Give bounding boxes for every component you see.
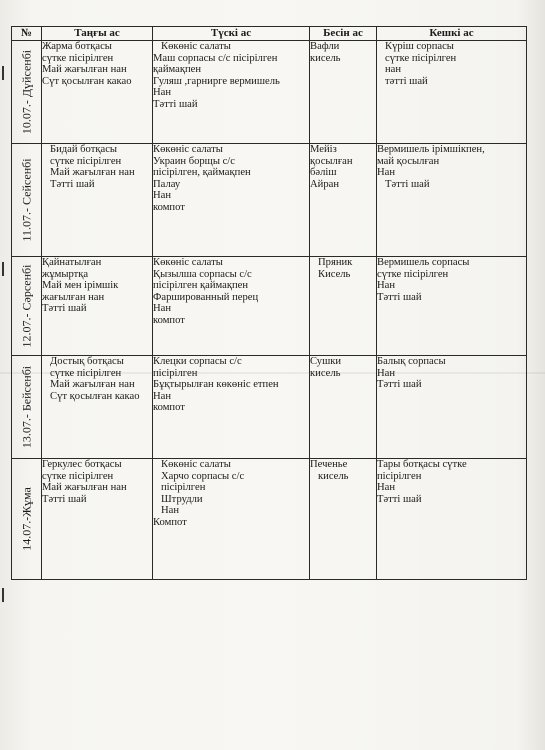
menu-item: Нан <box>153 390 172 402</box>
menu-item: Маш сорпасы с/с пісірілген <box>153 52 278 64</box>
day-label: 12.07.- Сәрсенбі <box>19 264 33 348</box>
day-cell <box>12 257 42 356</box>
menu-item: Вермишель ірімшікпен, <box>377 144 485 155</box>
menu-item: Нан <box>153 87 172 99</box>
breakfast-cell <box>42 257 153 356</box>
menu-item: Вафли <box>310 41 340 52</box>
menu-item: пісірілген <box>377 470 422 482</box>
lunch-cell <box>153 144 310 257</box>
snack-cell <box>310 356 377 459</box>
menu-item: Нан <box>377 367 396 379</box>
menu-item: Мейіз <box>310 144 337 155</box>
punch-mark <box>2 262 4 276</box>
header-number: № <box>12 27 42 41</box>
menu-item: Май жағылған нан <box>50 379 135 391</box>
menu-item: Тәтті шай <box>42 493 87 505</box>
menu-item: Гуляш ,гарнирге вермишель <box>153 75 280 87</box>
menu-item: кисель <box>318 470 349 482</box>
header-lunch: Түскі ас <box>153 27 310 41</box>
breakfast-cell <box>42 41 153 144</box>
menu-item: Қызылша сорпасы с/с <box>153 268 252 280</box>
menu-item: қосылған <box>310 155 353 167</box>
snack-cell <box>310 144 377 257</box>
dinner-cell <box>377 41 527 144</box>
menu-item: Пряник <box>318 257 353 268</box>
punch-mark <box>2 66 4 80</box>
day-cell <box>12 459 42 580</box>
header-dinner: Кешкі ас <box>377 27 527 41</box>
menu-item: сүтке пісірілген <box>42 52 114 64</box>
menu-item: Вермишель сорпасы <box>377 257 470 268</box>
menu-item: Май жағылған нан <box>42 482 127 494</box>
menu-item: жұмыртқа <box>42 268 89 280</box>
menu-item: Нан <box>153 190 172 202</box>
menu-item: сүтке пісірілген <box>377 268 449 280</box>
menu-item: Тәтті шай <box>377 379 422 391</box>
menu-item: Нан <box>377 482 396 494</box>
menu-item: тәтті шай <box>385 75 428 87</box>
menu-item: Күріш сорпасы <box>385 41 454 52</box>
menu-item: Май жағылған нан <box>42 64 127 76</box>
header-snack: Бесін ас <box>310 27 377 41</box>
dinner-cell <box>377 459 527 580</box>
menu-item: пісірілген, қаймақпен <box>153 167 251 179</box>
menu-item: Балық сорпасы <box>377 356 446 367</box>
menu-item: Клецки сорпасы с/с <box>153 356 242 367</box>
table-row <box>12 144 527 257</box>
menu-item: Көкөніс салаты <box>161 459 231 470</box>
day-cell <box>12 41 42 144</box>
menu-item: Тәтті шай <box>377 291 422 303</box>
menu-item: Палау <box>153 178 181 190</box>
breakfast-cell <box>42 144 153 257</box>
menu-item: Компот <box>153 516 187 528</box>
menu-item: Харчо сорпасы с/с <box>161 470 245 482</box>
table-row <box>12 459 527 580</box>
menu-item: сүтке пісірілген <box>385 52 457 64</box>
menu-item: Айран <box>310 178 339 190</box>
menu-item: жағылған нан <box>42 291 105 303</box>
menu-item: Нан <box>153 303 172 315</box>
header-row <box>12 27 527 41</box>
breakfast-cell <box>42 459 153 580</box>
menu-item: Қайнатылған <box>42 257 102 268</box>
menu-item: пісірілген қаймақпен <box>153 280 249 292</box>
menu-item: сүтке пісірілген <box>42 470 114 482</box>
menu-item: Тары ботқасы сүтке <box>377 459 467 470</box>
menu-item: Достық ботқасы <box>50 356 124 367</box>
menu-item: Сүт қосылған какао <box>42 75 132 87</box>
menu-item: Бұқтырылған көкөніс етпен <box>153 379 279 391</box>
snack-cell <box>310 459 377 580</box>
dinner-cell <box>377 257 527 356</box>
table-row <box>12 257 527 356</box>
menu-item: компот <box>153 314 185 326</box>
menu-item: Украин борщы с/с <box>153 155 235 167</box>
menu-item: Тәтті шай <box>377 493 422 505</box>
dinner-cell <box>377 144 527 257</box>
menu-item: Жарма ботқасы <box>42 41 112 52</box>
menu-item: Нан <box>377 167 396 179</box>
lunch-cell <box>153 257 310 356</box>
lunch-cell <box>153 356 310 459</box>
header-breakfast: Таңғы ас <box>42 27 153 41</box>
menu-item: Кисель <box>318 268 351 280</box>
day-label: 14.07.-Жұма <box>19 487 33 551</box>
menu-item: Фаршированный перец <box>153 291 259 303</box>
day-cell <box>12 356 42 459</box>
menu-item: Сушки <box>310 356 342 367</box>
menu-item: Тәтті шай <box>153 98 198 110</box>
menu-item: Май жағылған нан <box>50 167 135 179</box>
table-row <box>12 356 527 459</box>
menu-item: Тәтті шай <box>42 303 87 315</box>
menu-item: пісірілген <box>153 367 198 379</box>
menu-item: Геркулес ботқасы <box>42 459 122 470</box>
menu-item: Печенье <box>310 459 348 470</box>
menu-item: кисель <box>310 367 341 379</box>
menu-item: қаймақпен <box>153 64 202 76</box>
day-cell <box>12 144 42 257</box>
day-label: 11.07.- Сейсенбі <box>19 158 33 242</box>
menu-item: бәліш <box>310 167 337 179</box>
table-row <box>12 41 527 144</box>
menu-item: нан <box>385 64 402 76</box>
menu-item: Штрудли <box>161 493 203 505</box>
menu-item: Көкөніс салаты <box>161 41 231 52</box>
menu-item: Тәтті шай <box>50 178 95 190</box>
punch-mark <box>2 588 4 602</box>
menu-item: Көкөніс салаты <box>153 144 223 155</box>
menu-item: Бидай ботқасы <box>50 144 118 155</box>
menu-item: май қосылған <box>377 155 440 167</box>
dinner-cell <box>377 356 527 459</box>
day-label: 10.07.- Дүйсенбі <box>19 49 33 135</box>
breakfast-cell <box>42 356 153 459</box>
menu-item: Нан <box>161 505 180 517</box>
menu-item: компот <box>153 201 185 213</box>
snack-cell <box>310 257 377 356</box>
menu-item: пісірілген <box>161 482 206 494</box>
menu-item: сүтке пісірілген <box>50 367 122 379</box>
menu-item: Нан <box>377 280 396 292</box>
menu-item: компот <box>153 402 185 414</box>
menu-item: Тәтті шай <box>385 178 430 190</box>
lunch-cell <box>153 41 310 144</box>
snack-cell <box>310 41 377 144</box>
menu-item: Май мен ірімшік <box>42 280 119 292</box>
menu-item: Көкөніс салаты <box>153 257 223 268</box>
menu-item: Сүт қосылған какао <box>50 390 140 402</box>
menu-item: кисель <box>310 52 341 64</box>
menu-table <box>11 26 527 580</box>
day-label: 13.07.- Бейсенбі <box>19 365 33 449</box>
lunch-cell <box>153 459 310 580</box>
menu-item: сүтке пісірілген <box>50 155 122 167</box>
